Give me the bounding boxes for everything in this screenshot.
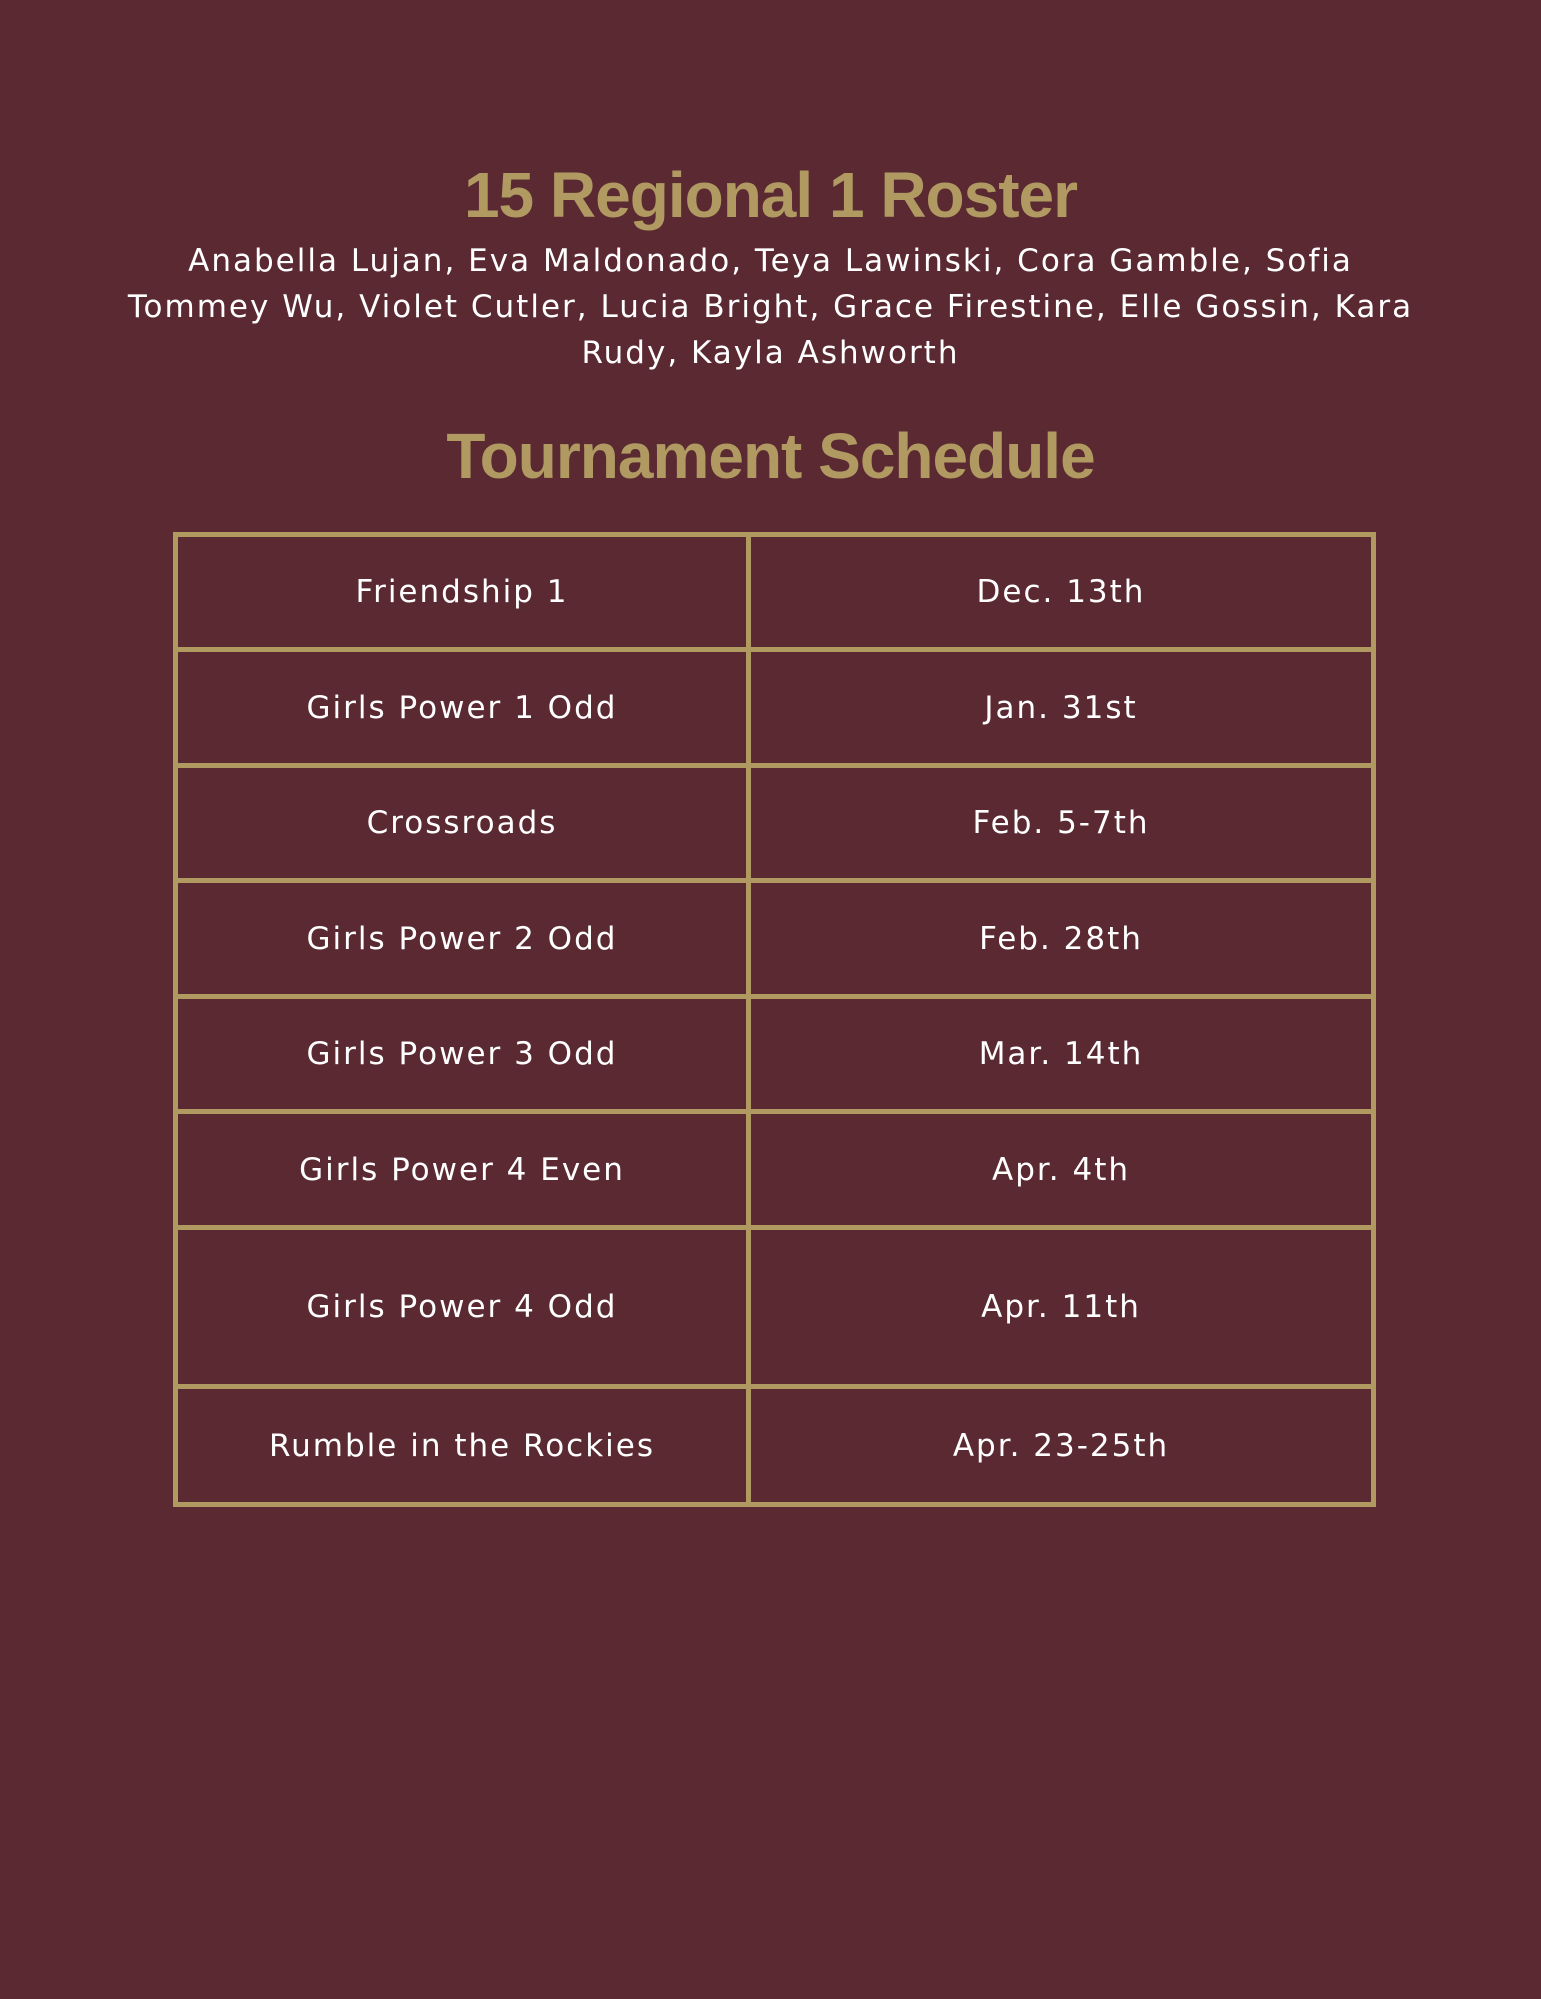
event-cell: Girls Power 4 Even bbox=[176, 1112, 749, 1228]
event-cell: Girls Power 4 Odd bbox=[176, 1228, 749, 1387]
date-cell: Mar. 14th bbox=[749, 997, 1374, 1112]
table-row bbox=[176, 881, 1374, 997]
table-row bbox=[176, 1112, 1374, 1228]
event-cell: Friendship 1 bbox=[176, 535, 749, 650]
table-row bbox=[176, 1387, 1374, 1505]
table-row bbox=[176, 766, 1374, 881]
date-cell: Jan. 31st bbox=[749, 650, 1374, 766]
roster-names: Anabella Lujan, Eva Maldonado, Teya Lawinski, Cora Gamble, Sofia Tommey Wu, Violet Cutler, Lucia Bright, Grace Firestine, Elle Gossin, Kara Rudy, Kayla Ashworth bbox=[127, 243, 1414, 371]
table-row bbox=[176, 997, 1374, 1112]
table-row bbox=[176, 650, 1374, 766]
table-row bbox=[176, 535, 1374, 650]
event-cell: Girls Power 2 Odd bbox=[176, 881, 749, 997]
schedule-table bbox=[173, 532, 1376, 1507]
event-cell: Girls Power 1 Odd bbox=[176, 650, 749, 766]
roster-title: 15 Regional 1 Roster bbox=[463, 159, 1078, 231]
date-cell: Feb. 28th bbox=[749, 881, 1374, 997]
date-cell: Apr. 11th bbox=[749, 1228, 1374, 1387]
schedule-title: Tournament Schedule bbox=[446, 420, 1095, 492]
date-cell: Dec. 13th bbox=[749, 535, 1374, 650]
event-cell: Crossroads bbox=[176, 766, 749, 881]
event-cell: Rumble in the Rockies bbox=[176, 1387, 749, 1505]
event-cell: Girls Power 3 Odd bbox=[176, 997, 749, 1112]
date-cell: Apr. 23-25th bbox=[749, 1387, 1374, 1505]
date-cell: Feb. 5-7th bbox=[749, 766, 1374, 881]
date-cell: Apr. 4th bbox=[749, 1112, 1374, 1228]
table-row bbox=[176, 1228, 1374, 1387]
